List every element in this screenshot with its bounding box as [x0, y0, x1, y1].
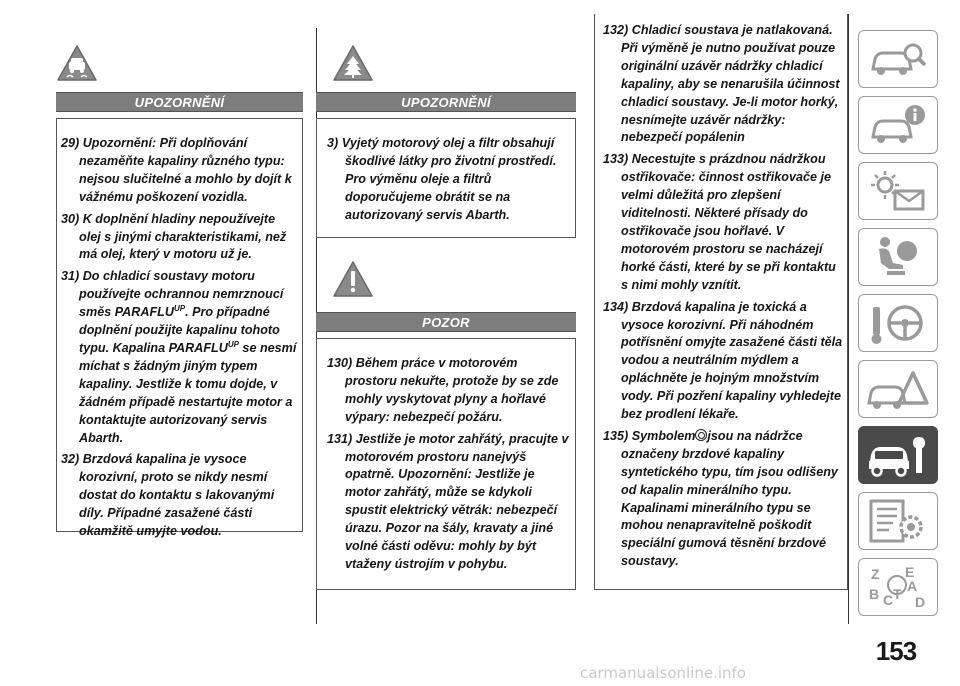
list-item: 31) Do chladicí soustavy motoru používejte ochrannou nemrznoucí směs $PARAFLU^{UP}$. Pro případné doplnění použijte kapalinu tohoto typu. Kapalina $PARAFLU^{UP}$ se nesmí míchat s žádným jiným typem kapaliny. Jestliže k tomu dojde, v žádném případě nestartujte motor a kontaktujte autorizovaný servis Abarth. — [61, 269, 297, 445]
tab-maintenance[interactable] — [858, 426, 938, 484]
svg-text:B: B — [869, 586, 880, 602]
car-service-wrench-icon — [865, 431, 931, 479]
list-item: 131) Jestliže je motor zahřátý, pracujte v motorovém prostoru nanejvýš opatrně. Upozornění: Jestliže je motor zahřátý, může se kdykoli spustit elektrický větrák: nebezpečí úrazu. Pozor na šály, kravaty a jiné volné části oděvu: mohly by být vtaženy ústrojím v pohybu. — [327, 431, 569, 571]
list-item: 130) Během práce v motorovém prostoru nekuřte, protože by se zde mohly vyskytovat plyny a hořlavé výpary: nebezpečí požáru. — [327, 356, 559, 424]
tab-emergency[interactable] — [858, 360, 938, 418]
list-item: 132) Chladicí soustava je natlakovaná. Při výměně je nutno používat pouze originální uzávěr nádržky chladicí kapaliny, aby se nenarušila účinnost chladicí soustavy. Je-li motor horký, nesnímejte uzávěr nádržky: nebezpečí popálenin — [603, 23, 840, 145]
caution-heading: POZOR — [316, 312, 576, 332]
key-steering-wheel-icon — [865, 299, 931, 347]
tree-environment-icon — [332, 44, 374, 82]
tab-car-info[interactable] — [858, 96, 938, 154]
list-item: 133) Necestujte s prázdnou nádržkou ostřikovače: činnost ostřikovače je velmi důležitá pro zlepšení viditelnosti. Některé přísady do ostřikovače jsou hořlavé. V motorovém prostoru se nacházejí horké části, které by se při kontaktu s nimi mohly vznítit. — [603, 152, 836, 292]
column-divider — [848, 14, 849, 624]
warning-heading: UPOZORNĚNÍ — [316, 92, 576, 112]
alphabet-index-icon — [865, 563, 931, 611]
list-item: 134) Brzdová kapalina je toxická a vysoce korozivní. Při náhodném potřísnění omyjte zasažené části těla vodou a neutrálním mýdlem a opláchněte je hojným množstvím vody. Při pozření kapaliny vyhledejte bez prodlení lékaře. — [603, 299, 843, 422]
list-item: 135) Symbolem jsou na nádržce označeny brzdové kapaliny syntetického typu, tím jsou odlišeny od kapalin minerálního typu. Kapalinami minerálního typu se mohou nenapravitelně poškodit speciální gumová těsnění brzdové soustavy. — [603, 428, 838, 569]
exclamation-warning-icon — [332, 260, 374, 298]
list-item: 30) K doplnění hladiny nepoužívejte olej s jinými charakteristikami, než má olej, který v motoru už je. — [61, 211, 287, 262]
tab-starting-driving[interactable] — [858, 294, 938, 352]
svg-text:A: A — [907, 578, 918, 594]
warning-box — [56, 118, 303, 539]
caution-box — [316, 338, 576, 590]
caution-list — [327, 355, 571, 574]
warning-list — [61, 135, 298, 541]
tab-car-search[interactable] — [858, 30, 938, 88]
spec-sheet-gear-icon — [865, 497, 931, 545]
list-item: 3) Vyjetý motorový olej a filtr obsahují škodlivé látky pro životní prostředí. Pro výměnu oleje a filtrů doporučujeme obrátit se na autorizovaný servis Abarth. — [327, 136, 557, 222]
page-number: 153 — [875, 636, 917, 666]
caution-list — [603, 22, 843, 571]
svg-text:T: T — [893, 586, 902, 602]
tab-index[interactable] — [858, 558, 938, 616]
airbag-passenger-icon — [865, 233, 931, 281]
car-info-icon — [865, 101, 931, 149]
car-search-icon — [865, 35, 931, 83]
warning-box — [316, 118, 576, 238]
caution-box-continued — [594, 14, 848, 590]
list-item: 29) Upozornění: Při doplňování nezaměňte kapaliny různého typu: nejsou slučitelné a mohlo by dojít k vážnému poškození vozidla. — [61, 136, 292, 204]
warning-heading: UPOZORNĚNÍ — [56, 92, 303, 112]
list-item: 32) Brzdová kapalina je vysoce korozivní, proto se nikdy nesmí dostat do kontaktu s lakovanými díly. Případné zasažené části okamžitě umyjte vodou. — [61, 452, 275, 539]
tab-safety[interactable] — [858, 228, 938, 286]
tab-technical-data[interactable] — [858, 492, 938, 550]
tab-dashboard-lights[interactable] — [858, 162, 938, 220]
svg-text:Z: Z — [871, 566, 880, 582]
dashboard-lights-message-icon — [865, 167, 931, 215]
warning-list — [327, 135, 571, 225]
svg-text:D: D — [915, 594, 926, 610]
watermark: carmanualsonline.info — [580, 664, 746, 682]
car-skid-warning-icon — [56, 44, 98, 82]
svg-text:C: C — [883, 592, 894, 608]
brake-fluid-symbol-icon — [695, 429, 707, 441]
car-warning-triangle-icon — [865, 365, 931, 413]
svg-text:E: E — [905, 564, 915, 580]
